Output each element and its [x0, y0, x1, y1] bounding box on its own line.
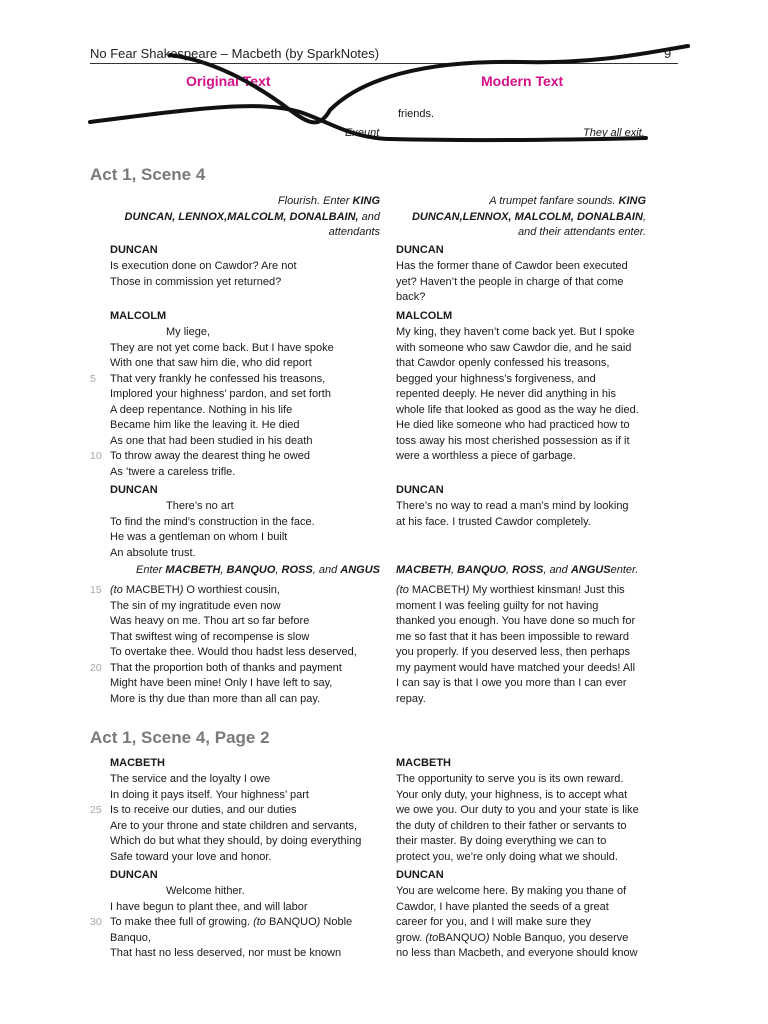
modern-line: Cawdor, I have planted the seeds of a great — [396, 900, 609, 913]
dir-name: ANGUS — [570, 564, 611, 576]
aside-name: MACBETH — [411, 584, 466, 596]
modern-line: I can say is that I owe you more than I can ever — [396, 677, 627, 689]
stage-aside: ) — [465, 584, 473, 596]
aside-name: BANQUO — [438, 931, 486, 944]
speaker-name: DUNCAN — [110, 244, 158, 256]
dir-name: BANQUO — [457, 564, 507, 576]
verse-line: There’s no art — [166, 500, 234, 512]
modern-line: with someone who saw Cawdor die, and he said — [396, 341, 632, 354]
dir-name: BANQUO — [226, 564, 276, 576]
verse-line: I have begun to plant thee, and will labor — [110, 900, 308, 913]
speaker-name: DUNCAN — [396, 869, 444, 881]
dir-text: , — [451, 564, 458, 576]
stage-direction-enter-modern — [396, 563, 638, 579]
modern-line: The opportunity to serve you is its own reward. — [396, 773, 624, 785]
modern-line: He died like someone who had practiced how to — [396, 419, 630, 431]
verse-line: To throw away the dearest thing he owed — [110, 450, 310, 462]
original-lines-duncan-3 — [90, 583, 357, 707]
speaker-name: DUNCAN — [110, 869, 158, 881]
modern-text-heading: Modern Text — [481, 73, 564, 89]
dir-text: , and — [312, 564, 341, 576]
modern-line: back? — [396, 291, 426, 303]
verse-line: The sin of my ingratitude even now — [110, 599, 281, 612]
modern-text: grow. — [396, 931, 426, 944]
verse-text: To make thee full of growing. — [110, 916, 254, 928]
modern-line: My king, they haven’t come back yet. But I spoke — [396, 326, 635, 338]
modern-line: were a worthless a piece of garbage. — [396, 450, 576, 462]
modern-lines-duncan-1 — [396, 259, 628, 306]
verse-line: An absolute trust. — [110, 546, 196, 559]
verse-line: Is to receive our duties, and our duties — [110, 804, 297, 816]
verse-line: Are to your throne and state children and servants, — [110, 819, 358, 832]
verse-line: Implored your highness’ pardon, and set forth — [110, 388, 331, 400]
modern-line: protect you, we’re only doing what we should. — [396, 850, 618, 863]
verse-line: Might have been mine! Only I have left to say, — [110, 677, 333, 689]
modern-lines-duncan-3 — [396, 583, 635, 707]
stage-aside: ) — [179, 584, 187, 596]
verse-line: Became him like the leaving it. He died — [110, 419, 300, 431]
verse-line: The service and the loyalty I owe — [110, 773, 271, 785]
dir-name: ROSS — [281, 564, 313, 576]
dir-text: , — [220, 564, 227, 576]
modern-line: moment I was feeling guilty for not having — [396, 599, 599, 612]
modern-line: no less than Macbeth, and everyone should know — [396, 947, 638, 959]
dir-text: enter. — [610, 564, 639, 576]
dir-text: , and — [543, 564, 571, 576]
dir-text: Enter — [136, 564, 166, 576]
modern-line: thanked you enough. You have done so much for — [396, 615, 636, 627]
modern-line: me so fast that it has been impossible to reward — [396, 630, 629, 643]
dir-mod-l1b: KING — [618, 195, 646, 207]
page-number: 9 — [664, 46, 672, 61]
verse-line: Welcome hither. — [166, 885, 245, 897]
dir-name: ROSS — [512, 564, 544, 576]
modern-line: You are welcome here. By making you thane of — [396, 885, 627, 897]
speaker-name: DUNCAN — [396, 484, 444, 496]
dir-mod-l2a: DUNCAN,LENNOX, MALCOLM, DONALBAIN — [411, 210, 643, 223]
verse-line: That the proportion both of thanks and payment — [110, 661, 342, 674]
speaker-name: DUNCAN — [110, 484, 158, 496]
stage-aside: ) — [316, 916, 324, 928]
modern-line: There’s no way to read a man’s mind by looking — [396, 500, 629, 512]
verse-line: Which do but what they should, by doing everything — [110, 835, 362, 847]
verse-line: That swiftest wing of recompense is slow — [110, 630, 310, 643]
speaker-name: MALCOLM — [396, 310, 453, 322]
scene-title-act1-scene4-page2: Act 1, Scene 4, Page 2 — [90, 728, 270, 747]
stage-direction-enter-original — [110, 563, 380, 579]
original-text-heading: Original Text — [186, 73, 271, 89]
verse-line: That hast no less deserved, nor must be known — [110, 947, 342, 959]
dir-orig-l3: attendants — [328, 226, 380, 238]
dir-name: MACBETH — [165, 564, 221, 576]
aside-name: MACBETH — [125, 584, 180, 596]
speaker-name: MALCOLM — [110, 310, 167, 322]
modern-line: career for you, and I will make sure they — [396, 916, 592, 928]
verse-line: To find the mind’s construction in the face. — [110, 515, 315, 528]
dir-orig-l1a: Flourish. Enter — [277, 195, 353, 207]
verse-line: Banquo, — [110, 931, 151, 944]
modern-line: toss away his most cherished possession as if it — [396, 434, 630, 447]
verse-line: Those in commission yet returned? — [110, 275, 282, 288]
line-number: 25 — [90, 804, 102, 816]
original-lines-duncan-1 — [110, 259, 297, 290]
modern-line: whole life that looked as good as the way he died. — [396, 403, 639, 416]
modern-friends-text: friends. — [398, 108, 435, 120]
stage-aside: (to — [425, 931, 439, 944]
modern-text: Noble Banquo, you deserve — [492, 931, 629, 944]
verse-line: In doing it pays itself. Your highness’ part — [110, 788, 309, 801]
scribble-stroke-1 — [90, 106, 646, 140]
line-number: 5 — [90, 372, 96, 385]
original-lines-macbeth — [90, 772, 362, 865]
modern-line: my payment would have matched your deeds! All — [396, 661, 636, 674]
modern-lines-macbeth — [396, 772, 639, 865]
stage-direction-original — [110, 194, 380, 241]
stage-aside: (to — [253, 916, 269, 928]
verse-line: He was a gentleman on whom I built — [110, 531, 288, 543]
original-lines-malcolm — [90, 325, 334, 480]
dir-text: , — [506, 564, 513, 576]
exeunt-direction: Exeunt — [345, 127, 380, 139]
speaker-name: MACBETH — [110, 757, 165, 769]
dir-orig-l1b: KING — [352, 195, 380, 207]
modern-line: repay. — [396, 692, 426, 705]
dir-text: , — [275, 564, 282, 576]
line-number: 20 — [90, 661, 102, 674]
modern-line: begged your highness’s forgiveness, and — [396, 372, 596, 385]
dir-mod-l3: and their attendants enter. — [517, 226, 646, 238]
speaker-name: MACBETH — [396, 757, 451, 769]
scene-title-act1-scene4: Act 1, Scene 4 — [90, 165, 206, 184]
modern-line: that Cawdor openly confessed his treasons, — [396, 357, 610, 369]
they-all-exit-direction: They all exit. — [583, 127, 645, 139]
dir-orig-l2b: and — [358, 210, 380, 223]
dir-mod-l1a: A trumpet fanfare sounds. — [489, 195, 619, 207]
modern-line: repented deeply. He never did anything in his — [396, 388, 616, 400]
scribble-stroke-2 — [170, 46, 688, 122]
stage-aside: (to — [110, 584, 126, 596]
verse-line: Safe toward your love and honor. — [110, 850, 272, 863]
verse-line: As one that had been studied in his death — [110, 434, 313, 447]
verse-line: As ’twere a careless trifle. — [110, 465, 236, 478]
line-number: 15 — [90, 584, 102, 596]
verse-line: My liege, — [166, 326, 211, 338]
verse-line: Was heavy on me. Thou art so far before — [110, 615, 310, 627]
modern-line: the duty of children to their father or servants to — [396, 819, 627, 832]
dir-name: MACBETH — [396, 564, 451, 576]
verse-line: More is thy due than more than all can pay. — [110, 692, 321, 705]
aside-name: BANQUO — [268, 916, 317, 928]
modern-line: we owe you. Our duty to you and your state is like — [396, 804, 639, 816]
modern-line: at his face. I trusted Cawdor completely. — [396, 515, 591, 528]
modern-line: yet? Haven’t the people in charge of that come — [396, 275, 624, 288]
speaker-name: DUNCAN — [396, 244, 444, 256]
verse-text: O worthiest cousin, — [186, 584, 280, 596]
stage-aside: (to — [396, 584, 412, 596]
original-lines-duncan-4 — [90, 884, 353, 962]
modern-line: Has the former thane of Cawdor been executed — [396, 260, 628, 272]
verse-line: With one that saw him die, who did report — [110, 357, 312, 369]
verse-line: A deep repentance. Nothing in his life — [110, 403, 293, 416]
document-header-title: No Fear Shakespeare – Macbeth (by SparkNotes) — [90, 46, 380, 61]
dir-name: ANGUS — [340, 564, 380, 576]
modern-lines-duncan-2 — [396, 499, 629, 530]
stage-direction-modern — [396, 194, 646, 241]
line-number: 30 — [90, 916, 102, 928]
verse-line: Is execution done on Cawdor? Are not — [110, 260, 297, 272]
modern-lines-malcolm — [396, 325, 639, 465]
modern-line: Your only duty, your highness, is to accept what — [396, 788, 628, 801]
dir-orig-l2a: DUNCAN, LENNOX,MALCOLM, DONALBAIN, — [124, 210, 359, 223]
modern-lines-duncan-4 — [396, 884, 638, 962]
verse-line: That very frankly he confessed his treasons, — [110, 372, 326, 385]
line-number: 10 — [90, 450, 102, 462]
modern-text: My worthiest kinsman! Just this — [472, 584, 625, 596]
modern-line: you properly. If you deserved less, then perhaps — [396, 646, 630, 658]
pen-scribble-marks — [0, 0, 768, 160]
original-lines-duncan-2 — [110, 499, 315, 561]
stage-aside: ) — [485, 931, 493, 944]
modern-line: their master. By doing everything we can to — [396, 835, 607, 847]
dir-mod-l2b: , — [642, 210, 646, 223]
verse-line: To overtake thee. Would thou hadst less deserved, — [110, 646, 357, 658]
verse-text: Noble — [323, 916, 353, 928]
verse-line: They are not yet come back. But I have spoke — [110, 341, 334, 354]
